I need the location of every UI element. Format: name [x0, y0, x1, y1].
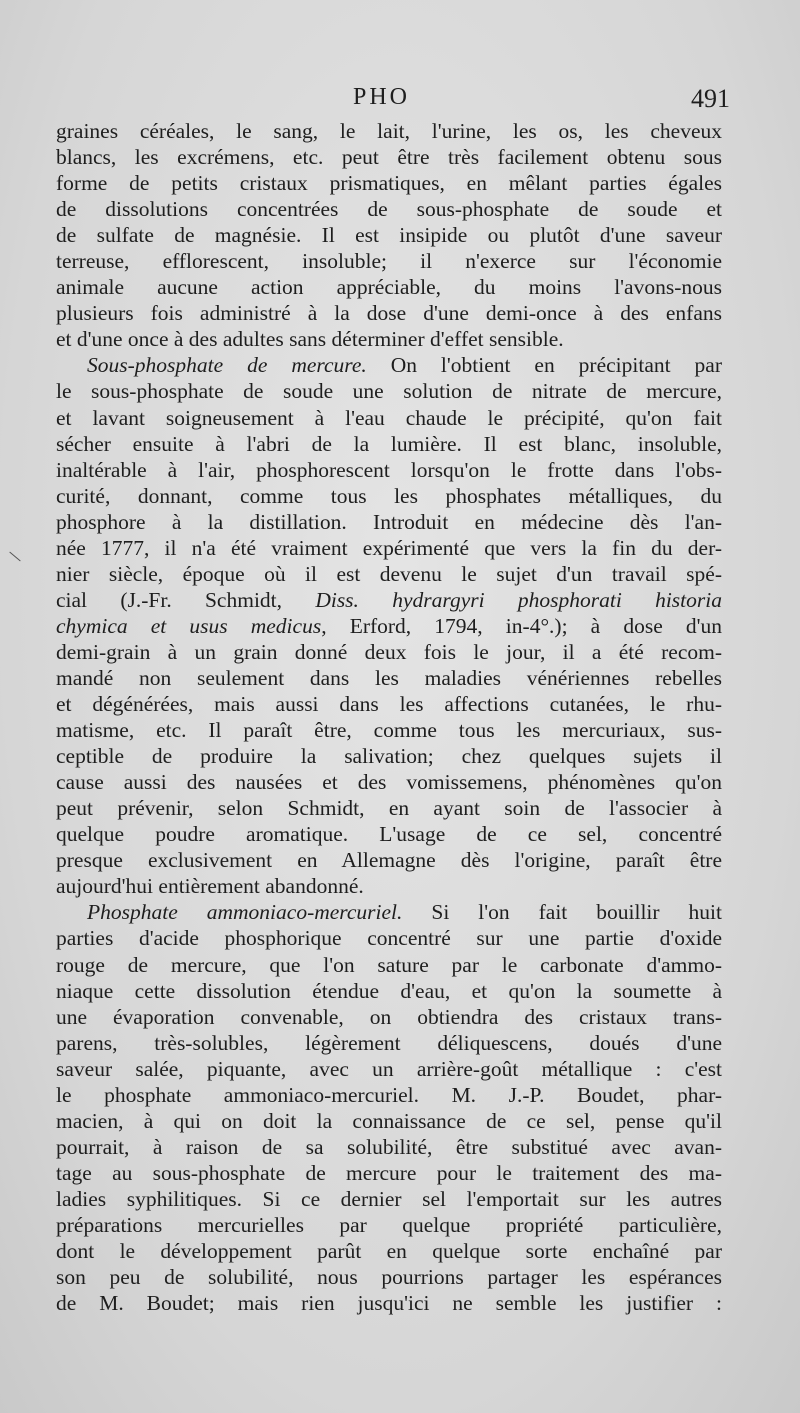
text-line — [56, 326, 722, 352]
text-run: forme de petits cristaux prismatiques, en mêlant parties égales — [56, 171, 722, 196]
text-line — [56, 821, 722, 847]
text-line — [56, 196, 722, 222]
text-run: Si l'on fait bouillir huit — [402, 900, 722, 925]
text-line — [56, 274, 722, 300]
text-run: On l'obtient en précipitant par — [366, 353, 722, 378]
text-line — [56, 431, 722, 457]
text-run: plusieurs fois administré à la dose d'une demi-once à des enfans — [56, 301, 722, 326]
text-run: phosphore à la distillation. Introduit en médecine dès l'an- — [56, 509, 722, 534]
page-number: 491 — [691, 84, 730, 113]
text-run: parens, très-solubles, légèrement déliquescens, doués d'une — [56, 1030, 722, 1055]
running-head: PHO — [353, 84, 411, 110]
text-run: sécher ensuite à l'abri de la lumière. Il est blanc, insoluble, — [56, 431, 722, 456]
text-run: ladies syphilitiques. Si ce dernier sel l'emportait sur les autres — [56, 1186, 722, 1211]
text-line — [56, 691, 722, 717]
text-line — [56, 457, 722, 483]
text-run: matisme, etc. Il paraît être, comme tous les mercuriaux, sus- — [56, 718, 722, 743]
text-line — [56, 899, 722, 925]
text-line — [56, 352, 722, 378]
text-line — [56, 613, 722, 639]
text-line — [56, 717, 722, 743]
text-line — [56, 222, 722, 248]
text-line — [56, 952, 722, 978]
text-line — [56, 587, 722, 613]
text-line — [56, 378, 722, 404]
text-run: le phosphate ammoniaco-mercuriel. M. J.-P. Boudet, phar- — [56, 1082, 722, 1107]
text-run: aujourd'hui entièrement abandonné. — [56, 874, 364, 899]
text-line — [56, 925, 722, 951]
text-run: pourrait, à raison de sa solubilité, être substitué avec avan- — [56, 1134, 722, 1159]
text-run: curité, donnant, comme tous les phosphates métalliques, du — [56, 483, 722, 508]
text-line — [56, 561, 722, 587]
text-line — [56, 1212, 722, 1238]
body-text — [56, 118, 722, 1316]
italic-text: Sous-phosphate de mercure. — [87, 353, 367, 378]
text-line — [56, 1108, 722, 1134]
text-line — [56, 978, 722, 1004]
text-line — [56, 873, 722, 899]
text-run: macien, à qui on doit la connaissance de ce sel, pense qu'il — [56, 1108, 722, 1133]
text-line — [56, 743, 722, 769]
italic-text: Phosphate ammoniaco-mercuriel. — [87, 900, 403, 925]
text-line — [56, 665, 722, 691]
text-run: le sous-phosphate de soude une solution de nitrate de mercure, — [56, 379, 722, 404]
text-line — [56, 405, 722, 431]
text-line — [56, 248, 722, 274]
text-run: de sulfate de magnésie. Il est insipide ou plutôt d'une saveur — [56, 223, 722, 248]
text-run: dont le développement parût en quelque sorte enchaîné par — [56, 1239, 722, 1264]
text-run: de dissolutions concentrées de sous-phosphate de soude et — [56, 197, 722, 222]
text-run: saveur salée, piquante, avec un arrière-goût métallique : c'est — [56, 1056, 722, 1081]
text-run: animale aucune action appréciable, du moins l'avons-nous — [56, 275, 722, 300]
text-run: parties d'acide phosphorique concentré sur une partie d'oxide — [56, 926, 722, 951]
text-line — [56, 847, 722, 873]
text-run: , Erford, 1794, in-4°.); à dose d'un — [321, 613, 722, 638]
text-run: terreuse, efflorescent, insoluble; il n'exerce sur l'économie — [56, 249, 722, 274]
text-run: ceptible de produire la salivation; chez quelques sujets il — [56, 744, 722, 769]
text-line — [56, 509, 722, 535]
text-run: cause aussi des nausées et des vomissemens, phénomènes qu'on — [56, 770, 722, 795]
text-run: son peu de solubilité, nous pourrions partager les espérances — [56, 1265, 722, 1290]
text-line — [56, 1160, 722, 1186]
text-line — [56, 1264, 722, 1290]
text-line — [56, 1082, 722, 1108]
text-line — [56, 769, 722, 795]
text-run: tage au sous-phosphate de mercure pour le traitement des ma- — [56, 1160, 722, 1185]
text-run: peut prévenir, selon Schmidt, en ayant soin de l'associer à — [56, 796, 722, 821]
text-line — [56, 535, 722, 561]
text-run: nier siècle, époque où il est devenu le sujet d'un travail spé- — [56, 561, 722, 586]
text-run: blancs, les excrémens, etc. peut être très facilement obtenu sous — [56, 145, 722, 170]
text-run: une évaporation convenable, on obtiendra des cristaux trans- — [56, 1004, 722, 1029]
text-run: et lavant soigneusement à l'eau chaude le précipité, qu'on fait — [56, 405, 722, 430]
margin-mark — [9, 552, 20, 562]
text-run: préparations mercurielles par quelque propriété particulière, — [56, 1212, 722, 1237]
text-run: mandé non seulement dans les maladies vénériennes rebelles — [56, 665, 722, 690]
text-line — [56, 118, 722, 144]
text-run: cial (J.-Fr. Schmidt, — [56, 587, 316, 612]
text-line — [56, 170, 722, 196]
text-run: demi-grain à un grain donné deux fois le jour, il a été recom- — [56, 639, 722, 664]
text-run: quelque poudre aromatique. L'usage de ce sel, concentré — [56, 822, 722, 847]
italic-text: chymica et usus medicus — [56, 613, 322, 638]
text-run: et d'une once à des adultes sans déterminer d'effet sensible. — [56, 327, 564, 352]
text-line — [56, 1030, 722, 1056]
text-line — [56, 300, 722, 326]
text-line — [56, 1186, 722, 1212]
text-line — [56, 483, 722, 509]
text-run: de M. Boudet; mais rien jusqu'ici ne semble les justifier : — [56, 1291, 722, 1316]
text-run: inaltérable à l'air, phosphorescent lorsqu'on le frotte dans l'obs- — [56, 457, 722, 482]
text-run: rouge de mercure, que l'on sature par le carbonate d'ammo- — [56, 952, 722, 977]
text-run: presque exclusivement en Allemagne dès l'origine, paraît être — [56, 848, 722, 873]
text-line — [56, 1004, 722, 1030]
text-line — [56, 1290, 722, 1316]
text-line — [56, 1056, 722, 1082]
text-run: et dégénérées, mais aussi dans les affections cutanées, le rhu- — [56, 692, 722, 717]
text-line — [56, 639, 722, 665]
text-line — [56, 795, 722, 821]
text-line — [56, 1134, 722, 1160]
page-header — [0, 84, 800, 120]
italic-text: Diss. hydrargyri phosphorati historia — [315, 587, 722, 612]
text-line — [56, 1238, 722, 1264]
text-run: niaque cette dissolution étendue d'eau, et qu'on la soumette à — [56, 978, 722, 1003]
text-line — [56, 144, 722, 170]
text-run: graines céréales, le sang, le lait, l'urine, les os, les cheveux — [56, 119, 722, 143]
text-run: née 1777, il n'a été vraiment expérimenté que vers la fin du der- — [56, 535, 722, 560]
